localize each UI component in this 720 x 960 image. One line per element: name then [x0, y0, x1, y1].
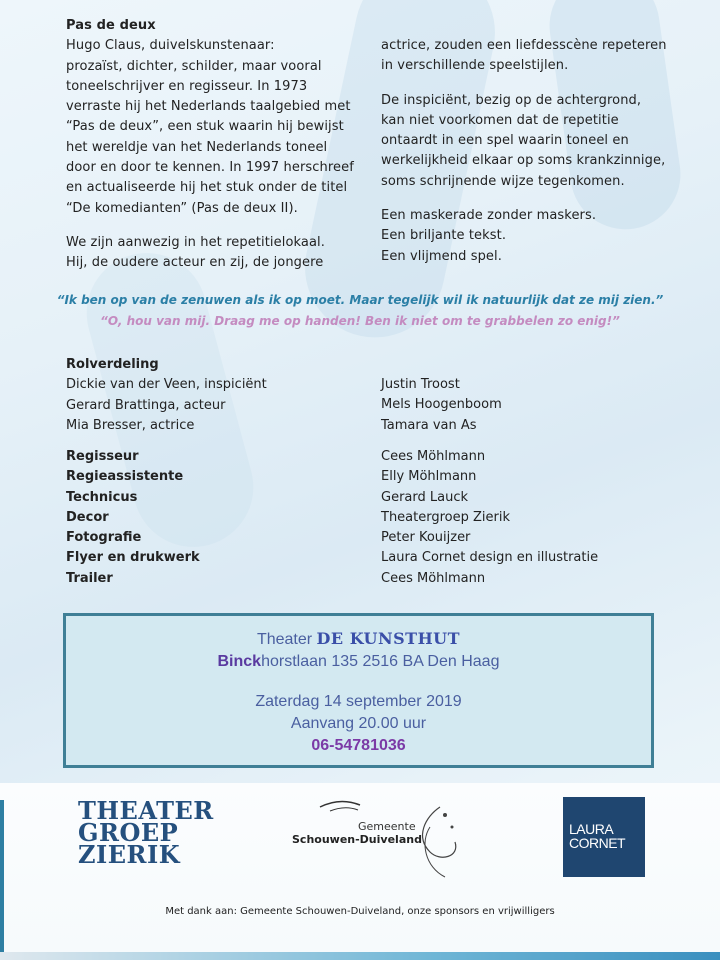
crew-name: Cees Möhlmann [381, 449, 486, 464]
crew-name: Laura Cornet design en illustratie [381, 550, 599, 566]
cast-actor: Tamara van As [381, 417, 477, 433]
quote-actress: “O, hou van mij. Draag me op handen! Ben ik niet om te grabbelen zo enig!” [100, 314, 620, 328]
logo-line: GROEP [78, 818, 179, 847]
cast-role: Gerard Brattinga, acteur [66, 397, 226, 413]
venue-address-prefix: Binck [217, 653, 262, 670]
thanks-footer: Met dank aan: Gemeente Schouwen-Duiveland, onze sponsors en vrijwilligers [165, 906, 555, 917]
intro-line: toneelschrijver en regisseur. In 1973 [66, 78, 308, 94]
intro-line: kan niet voorkomen dat de repetitie [381, 112, 619, 128]
intro-line: in verschillende speelstijlen. [381, 58, 569, 74]
decor-bottom-bar [0, 952, 720, 960]
intro-line: We zijn aanwezig in het repetitielokaal. [66, 234, 325, 250]
crew-function: Regieassistente [66, 469, 184, 485]
intro-line: prozaïst, dichter, schilder, maar vooral [66, 58, 322, 74]
crew-name: Gerard Lauck [381, 489, 469, 505]
venue-phone: 06-54781036 [311, 737, 406, 754]
crew-functions [66, 447, 200, 589]
cast-heading: Rolverdeling [66, 357, 159, 372]
cast-actors [381, 375, 502, 436]
intro-line: Een maskerade zonder maskers. [381, 208, 597, 224]
gemeente-logo-line1: Gemeente [358, 820, 416, 833]
crew-function: Fotografie [66, 530, 142, 546]
intro-line: verraste hij het Nederlands taalgebied met [66, 99, 351, 115]
decor-left-bar [0, 800, 4, 960]
intro-line: “De komedianten” (Pas de deux II). [66, 200, 298, 216]
venue-date: Zaterdag 14 september 2019 [255, 693, 462, 710]
intro-line: ontaardt in een spel waarin toneel en [381, 133, 629, 149]
crew-name: Elly Möhlmann [381, 469, 477, 485]
venue-theater-line [66, 628, 651, 651]
intro-line: “Pas de deux”, een stuk waarin hij bewijst [66, 119, 344, 135]
venue-theater-name: DE KUNSTHUT [316, 629, 461, 648]
intro-line: het wereldje van het Nederlands toneel [66, 139, 328, 155]
intro-line: De inspiciënt, bezig op de achtergrond, [381, 92, 642, 108]
cast-actor: Justin Troost [381, 377, 460, 392]
crew-names [381, 447, 598, 589]
crew-function: Regisseur [66, 449, 139, 464]
paragraph-gap [381, 192, 701, 206]
paragraph-gap [381, 77, 701, 91]
intro-right-column [381, 36, 701, 267]
venue-start-time: Aanvang 20.00 uur [290, 715, 427, 732]
gemeente-logo-line2: Schouwen-Duiveland [292, 833, 422, 846]
intro-line: soms schrijnende wijze tegenkomen. [381, 173, 625, 189]
intro-line: Een vlijmend spel. [381, 248, 502, 264]
quote-actor: “Ik ben op van de zenuwen als ik op moet. Maar tegelijk wil ik natuurlijk dat ze mij zien.” [56, 293, 664, 307]
crew-function: Technicus [66, 489, 138, 505]
logo-line: THEATER [78, 796, 214, 825]
intro-left-column [66, 16, 366, 274]
logo-line: ZIERIK [78, 840, 181, 869]
cast-role: Dickie van der Veen, inspiciënt [66, 377, 267, 393]
intro-line: Een briljante tekst. [381, 228, 507, 244]
intro-line: Hugo Claus, duivelskunstenaar: [66, 38, 275, 54]
paragraph-gap [66, 219, 366, 233]
venue-theater-prefix: Theater [256, 631, 317, 648]
intro-line: en actualiseerde hij het stuk onder de titel [66, 180, 348, 196]
crew-name: Theatergroep Zierik [381, 509, 511, 525]
intro-line: door en door te kennen. In 1997 herschreef [66, 160, 354, 176]
logo-line: CORNET [569, 835, 626, 851]
theatergroep-zierik-logo [78, 796, 214, 869]
crew-function: Flyer en drukwerk [66, 550, 200, 566]
intro-line: werkelijkheid elkaar op soms krankzinnige, [381, 153, 666, 169]
cast-roles [66, 355, 267, 436]
crew-name: Peter Kouijzer [381, 530, 471, 546]
intro-line: actrice, zouden een liefdesscène repeteren [381, 38, 667, 53]
venue-address-rest: horstlaan 135 2516 BA Den Haag [261, 653, 500, 670]
cast-actor: Mels Hoogenboom [381, 397, 502, 413]
intro-title: Pas de deux [66, 18, 156, 33]
intro-line: Hij, de oudere acteur en zij, de jongere [66, 255, 324, 271]
venue-info-box [63, 613, 654, 768]
venue-address [66, 651, 651, 673]
laura-cornet-logo [563, 797, 645, 877]
crew-name: Cees Möhlmann [381, 570, 486, 586]
crew-function: Decor [66, 509, 109, 525]
cast-role: Mia Bresser, actrice [66, 417, 195, 433]
logo-line: LAURA [569, 821, 614, 837]
crew-function: Trailer [66, 570, 113, 586]
